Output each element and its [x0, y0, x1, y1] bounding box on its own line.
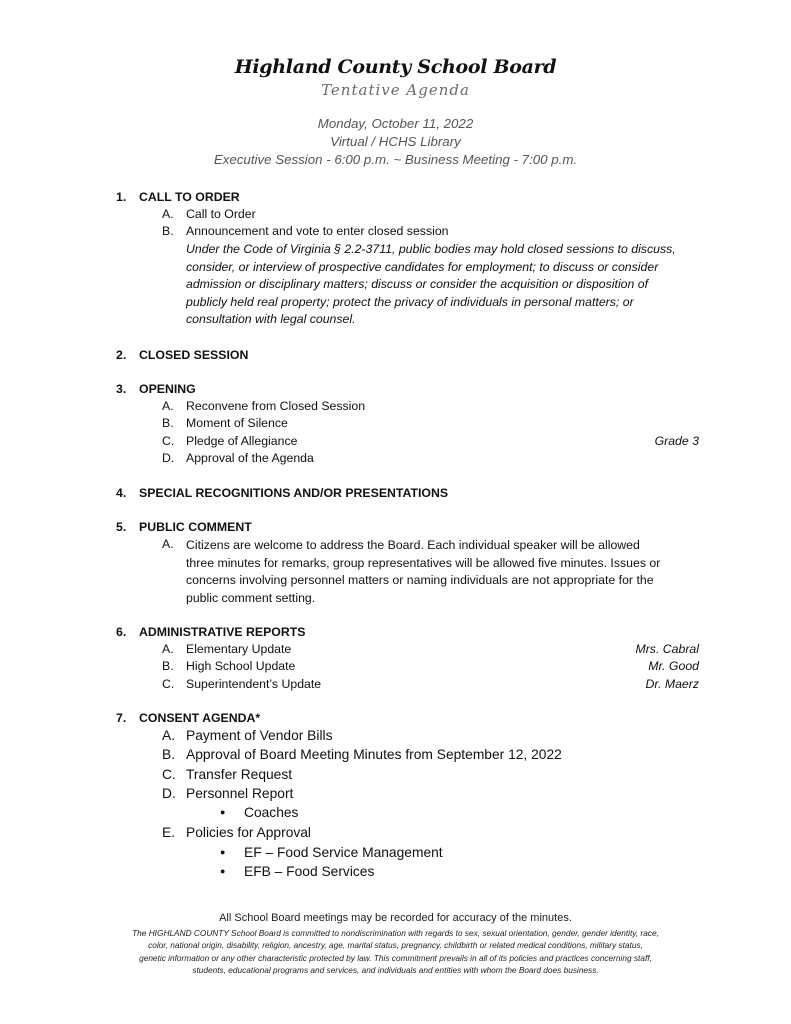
agenda-item: [162, 767, 292, 782]
item-text: Reconvene from Closed Session: [186, 399, 366, 413]
recording-notice: All School Board meetings may be recorded for accuracy of the minutes.: [219, 912, 572, 924]
item-presenter: Grade 3: [654, 434, 699, 448]
bullet-icon: ●: [220, 866, 226, 876]
agenda-subtitle: Tentative Agenda: [321, 81, 470, 99]
item-letter: A.: [162, 399, 174, 413]
item-text: Personnel Report: [186, 786, 294, 801]
item-letter: A.: [162, 207, 174, 221]
section-number: 3.: [116, 382, 127, 396]
bullet-icon: ●: [220, 847, 226, 857]
item-letter: E.: [162, 825, 176, 840]
note-line: consider, or interview of prospective candidates for employment; to discuss or consider: [186, 259, 659, 274]
item-letter: B.: [162, 747, 176, 762]
item-letter: D.: [162, 451, 175, 465]
item-letter: A.: [162, 537, 174, 551]
nondiscrimination-statement: [100, 927, 691, 977]
meeting-location: Virtual / HCHS Library: [330, 134, 461, 149]
section-number: 6.: [116, 625, 127, 639]
item-text: Moment of Silence: [186, 416, 288, 430]
section-number: 2.: [116, 348, 127, 362]
agenda-item: [162, 434, 297, 448]
sub-item-text: EFB – Food Services: [244, 864, 375, 879]
comment-line: concerns involving personnel matters or naming individuals are not appropriate for the: [186, 573, 654, 588]
section-number: 7.: [116, 711, 127, 725]
note-line: consultation with legal counsel.: [186, 312, 356, 327]
item-text: High School Update: [186, 659, 296, 673]
sub-item-text: Coaches: [244, 805, 299, 820]
item-letter: B.: [162, 224, 174, 238]
item-text: Superintendent’s Update: [186, 677, 322, 691]
section-title: OPENING: [139, 382, 196, 396]
public-comment-text: [186, 537, 706, 607]
item-text: Pledge of Allegiance: [186, 434, 298, 448]
item-presenter: Mr. Good: [648, 659, 699, 673]
item-letter: C.: [162, 434, 175, 448]
agenda-item: [162, 642, 291, 656]
section-admin-reports: [116, 625, 305, 639]
section-number: 5.: [116, 520, 127, 534]
section-call-to-order: [116, 190, 240, 204]
note-line: Under the Code of Virginia § 2.2-3711, public bodies may hold closed sessions to discuss,: [186, 242, 676, 256]
agenda-item: [162, 416, 288, 430]
section-opening: [116, 382, 196, 396]
agenda-item: [162, 786, 293, 801]
sub-bullet-item: [220, 864, 374, 879]
item-text: Elementary Update: [186, 642, 292, 656]
item-text: Approval of Board Meeting Minutes from September 12, 2022: [186, 747, 562, 762]
item-presenter: Mrs. Cabral: [635, 642, 699, 656]
meeting-times: Executive Session - 6:00 p.m. ~ Business Meeting - 7:00 p.m.: [213, 152, 578, 167]
agenda-item: [162, 451, 314, 465]
note-line: admission or disciplinary matters; discuss or consider the acquisition or disposition of: [186, 277, 649, 292]
agenda-item: [162, 825, 311, 840]
sub-bullet-item: [220, 805, 298, 820]
comment-line: three minutes for remarks, group representatives will be allowed five minutes. Issues or: [186, 555, 661, 570]
item-letter: B.: [162, 659, 174, 673]
item-letter: D.: [162, 786, 176, 801]
comment-line: public comment setting.: [186, 590, 316, 605]
section-title: CONSENT AGENDA*: [139, 711, 261, 725]
statement-line: genetic information or any other characteristic protected by law. This commitment prevails in all of its policies and practices concerning staff,: [139, 952, 652, 963]
item-text: Policies for Approval: [186, 825, 312, 840]
meeting-date: Monday, October 11, 2022: [317, 116, 474, 131]
section-title: SPECIAL RECOGNITIONS AND/OR PRESENTATIONS: [139, 486, 449, 500]
statement-line: students, educational programs and services, and individuals and entities with whom the Board does business.: [192, 965, 599, 976]
agenda-item: [162, 728, 332, 743]
item-text: Approval of the Agenda: [186, 451, 314, 465]
section-title: CALL TO ORDER: [139, 190, 240, 204]
comment-line: Citizens are welcome to address the Board. Each individual speaker will be allowed: [186, 538, 640, 552]
item-letter: C.: [162, 767, 176, 782]
sub-bullet-item: [220, 845, 443, 860]
section-number: 4.: [116, 486, 127, 500]
board-title: Highland County School Board: [234, 56, 557, 78]
agenda-item: [162, 207, 256, 221]
item-text: Call to Order: [186, 207, 256, 221]
section-title: CLOSED SESSION: [139, 348, 249, 362]
agenda-item: [162, 537, 186, 551]
section-consent-agenda: [116, 711, 260, 725]
section-recognitions: [116, 486, 448, 500]
item-text: Announcement and vote to enter closed session: [186, 224, 449, 238]
sub-item-text: EF – Food Service Management: [244, 845, 443, 860]
section-title: ADMINISTRATIVE REPORTS: [139, 625, 306, 639]
item-text: Payment of Vendor Bills: [186, 728, 333, 743]
item-text: Transfer Request: [186, 767, 293, 782]
bullet-icon: ●: [220, 807, 226, 817]
item-letter: B.: [162, 416, 174, 430]
statement-line: The HIGHLAND COUNTY School Board is committed to nondiscrimination with regards to sex, sexual orientation, gender, gender identity, race,: [132, 928, 659, 938]
section-closed-session: [116, 348, 248, 362]
item-letter: A.: [162, 728, 176, 743]
agenda-item: [162, 659, 295, 673]
item-letter: A.: [162, 642, 174, 656]
closed-session-note: [186, 241, 706, 329]
item-presenter: Dr. Maerz: [645, 677, 699, 691]
note-line: publicly held real property; protect the privacy of individuals in personal matters; or: [186, 294, 634, 309]
agenda-item: [162, 399, 365, 413]
section-public-comment: [116, 520, 252, 534]
agenda-item: [162, 677, 321, 691]
section-number: 1.: [116, 190, 127, 204]
statement-line: color, national origin, disability, religion, ancestry, age, marital status, pregnancy, childbirth or related medical conditions, military status,: [148, 940, 643, 951]
agenda-item: [162, 224, 449, 238]
section-title: PUBLIC COMMENT: [139, 520, 252, 534]
agenda-item: [162, 747, 562, 762]
item-letter: C.: [162, 677, 175, 691]
